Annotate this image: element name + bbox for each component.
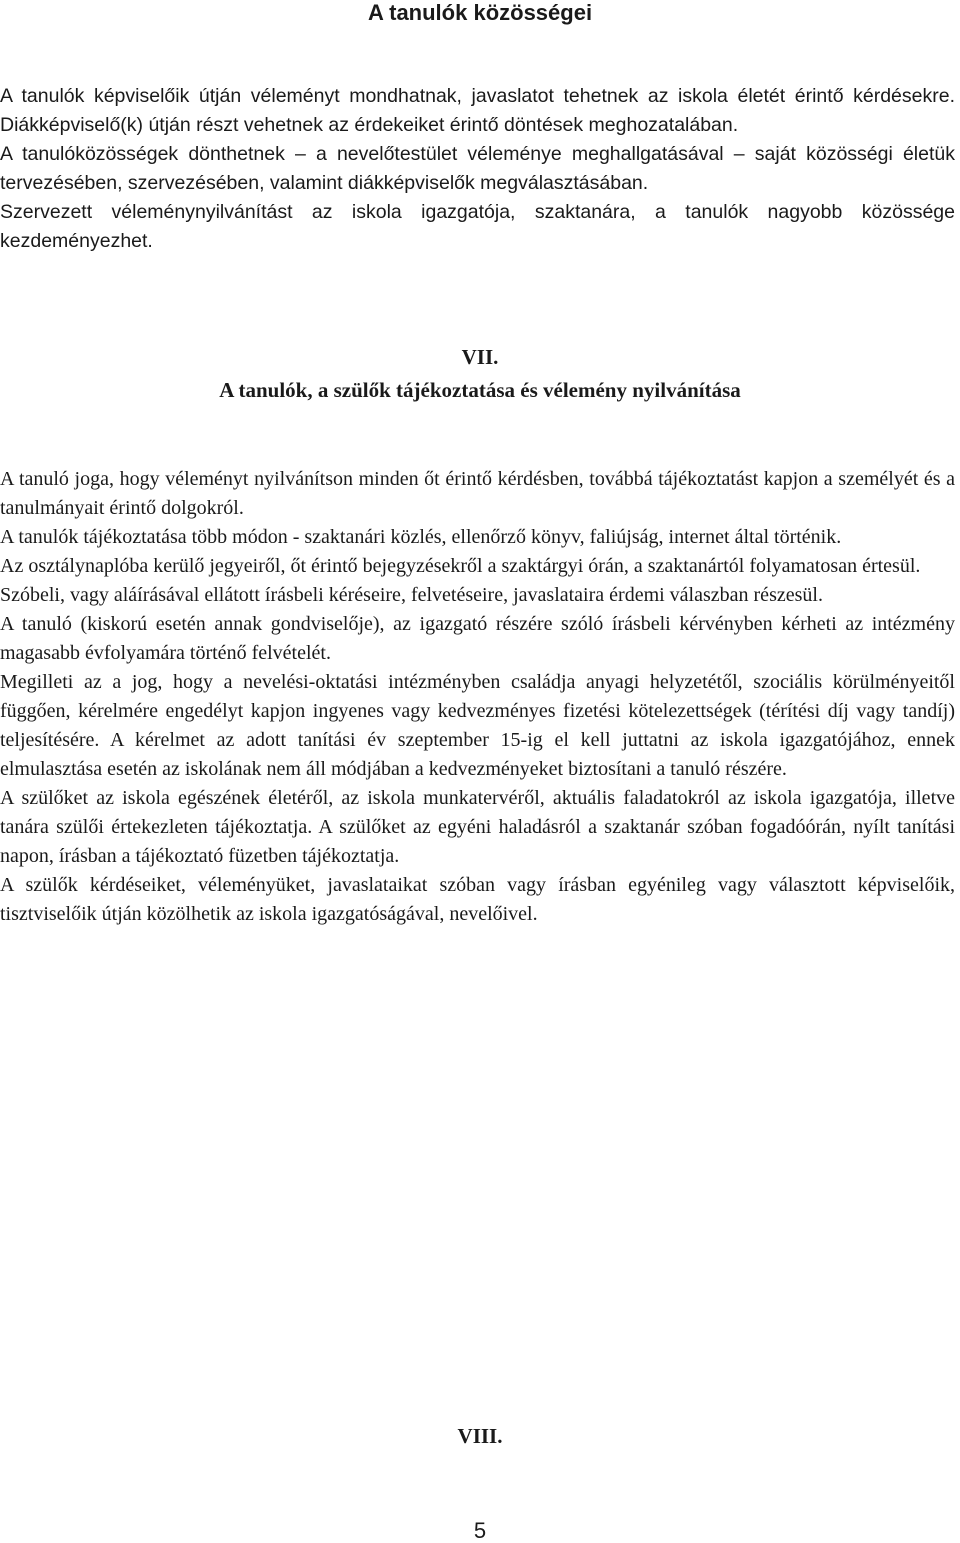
paragraph: A tanulók képviselőik útján véleményt mondhatnak, javaslatot tehetnek az iskola életét érintő kérdésekre. Diákképviselő(k) útján részt vehetnek az érdekeiket érintő döntések meghozatalában. bbox=[0, 85, 955, 136]
section-students-communities bbox=[0, 82, 955, 256]
section-number-vii: VII. bbox=[461, 345, 499, 369]
paragraph: A szülők kérdéseiket, véleményüket, javaslataikat szóban vagy írásban egyénileg vagy választott képviselőik, tisztviselőik útján közölhetik az iskola igazgatóságával, nevelőivel. bbox=[0, 874, 955, 925]
page-heading: A tanulók közösségei bbox=[367, 0, 593, 25]
paragraph: A tanulóközösségek dönthetnek – a nevelőtestület véleménye meghallgatásával – saját közösségi életük tervezésében, szervezésében, valamint diákképviselők megválasztásában. bbox=[0, 143, 955, 194]
section-number-viii: VIII. bbox=[457, 1424, 503, 1448]
paragraph: Az osztálynaplóba kerülő jegyeiről, őt érintő bejegyzésekről a szaktárgyi órán, a szaktanártól folyamatosan értesül. bbox=[0, 555, 921, 577]
section-information-opinion bbox=[0, 465, 955, 929]
page-number: 5 bbox=[473, 1518, 487, 1543]
paragraph: Szervezett véleménynyilvánítást az iskola igazgatója, szaktanára, a tanulók nagyobb közössége kezdeményezhet. bbox=[0, 201, 955, 252]
section-title-vii: A tanulók, a szülők tájékoztatása és vélemény nyilvánítása bbox=[219, 378, 741, 402]
paragraph: A tanulók tájékoztatása több módon - szaktanári közlés, ellenőrző könyv, faliújság, internet által történik. bbox=[0, 526, 842, 548]
paragraph: A szülőket az iskola egészének életéről, az iskola munkatervéről, aktuális faladatokról az iskola igazgatója, illetve tanára szülői értekezleten tájékoztatja. A szülőket az egyéni haladásról a szaktanár szóban fogadóórán, nyílt tanítási napon, írásban a tájékoztató füzetben tájékoztatja. bbox=[0, 787, 955, 867]
paragraph: A tanuló joga, hogy véleményt nyilvánítson minden őt érintő kérdésben, továbbá tájékoztatást kapjon a személyét és a tanulmányait érintő dolgokról. bbox=[0, 468, 955, 519]
paragraph: Megilleti az a jog, hogy a nevelési-oktatási intézményben családja anyagi helyzetétől, szociális körülményeitől függően, kérelmére engedélyt kapjon ingyenes vagy kedvezményes fizetési kötelezettségek (térítési díj vagy tandíj) teljesítésére. A kérelmet az adott tanítási év szeptember 15-ig el kell juttatni az iskola igazgatójához, ennek elmulasztása esetén az iskolának nem áll módjában a kedvezményeket biztosítani a tanuló részére. bbox=[0, 671, 955, 780]
paragraph: Szóbeli, vagy aláírásával ellátott írásbeli kéréseire, felvetéseire, javaslataira érdemi válaszban részesül. bbox=[0, 584, 823, 606]
paragraph: A tanuló (kiskorú esetén annak gondviselője), az igazgató részére szóló írásbeli kérvényben kérheti az intézmény magasabb évfolyamára történő felvételét. bbox=[0, 613, 955, 664]
